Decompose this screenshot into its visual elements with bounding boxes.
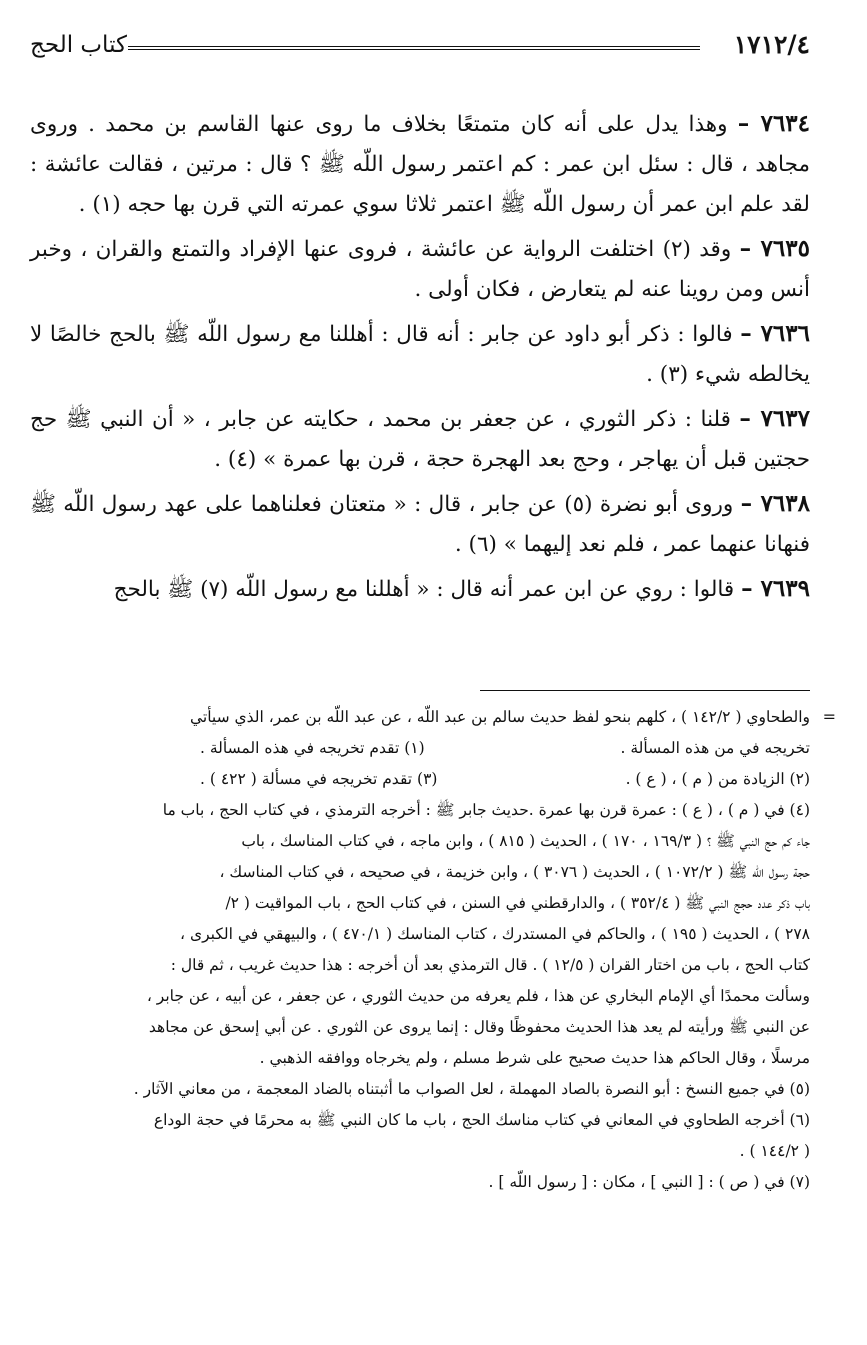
paragraph-number: ٧٦٣٨ –	[740, 490, 810, 517]
header-rule	[128, 46, 700, 50]
paragraph-number: ٧٦٣٩ –	[741, 575, 810, 602]
footnote-4-line: (٤) في ( م ) ، ( ع ) : عمرة قرن بها عمرة .حديث جابر ﷺ : أخرجه الترمذي ، في كتاب الحج ، باب ما	[162, 801, 810, 819]
footnote-line	[30, 733, 810, 764]
footnote-4-line: جاء كم حج النبي ﷺ ؟ ( ١٦٩/٣ ، ١٧٠ ) ، الحديث ( ٨١٥ ) ، وابن ماجه ، في كتاب المناسك ، باب	[241, 832, 810, 850]
footnote-4-line: عن النبي ﷺ ورأيته لم يعد هذا الحديث محفوظًا وقال : إنما يروى عن الثوري . عن أبي إسحق عن مجاهد	[148, 1018, 810, 1036]
paragraph	[30, 569, 810, 610]
paragraph-text: قلنا : ذكر الثوري ، عن جعفر بن محمد ، حكايته عن جابر ، « أن النبي ﷺ حج حجتين قبل أن يهاجر ، وحج بعد الهجرة حجة ، قرن بها عمرة » (٤) .	[30, 407, 810, 472]
paragraph	[30, 229, 810, 310]
paragraph-text: وروى أبو نضرة (٥) عن جابر ، قال : « متعتان فعلناهما على عهد رسول اللّه ﷺ فنهانا عنهما عمر ، فلم نعد إليهما » (٦) .	[30, 492, 810, 557]
footnote-separator	[480, 690, 810, 691]
paragraph-text: وقد (٢) اختلفت الرواية عن عائشة ، فروى عنها الإفراد والتمتع والقران ، وخبر أنس ومن روينا عنه لم يتعارض ، فكان أولى .	[30, 237, 810, 302]
footnote-4-line: باب ذكر عدد حجج النبي ﷺ ( ٣٥٢/٤ ) ، والدارقطني في السنن ، في كتاب الحج ، باب المواقيت ( ٢/	[225, 894, 810, 912]
paragraph-number: ٧٦٣٦ –	[740, 320, 810, 347]
footnote-4-line: ٢٧٨ ) ، الحديث ( ١٩٥ ) ، والحاكم في المستدرك ، كتاب المناسك ( ٤٧٠/١ ) ، والبيهقي في الكبرى ،	[180, 925, 810, 943]
footnotes	[30, 702, 836, 1198]
paragraph	[30, 104, 810, 225]
paragraph-text: وهذا يدل على أنه كان متمتعًا بخلاف ما روى عنها القاسم بن محمد . وروى مجاهد ، قال : سئل ابن عمر : كم اعتمر رسول اللّه ﷺ ؟ قال : مرتين ، فقالت عائشة : لقد علم ابن عمر أن رسول اللّه ﷺ اعتمر ثلاثا سوي عمرته التي قرن بها حجه (١) .	[30, 112, 810, 217]
footnote-3: (٣) تقدم تخريجه في مسألة ( ٤٢٢ ) .	[200, 770, 438, 788]
footnote-7: (٧) في ( ص ) : [ النبي ] ، مكان : [ رسول اللّه ] .	[488, 1173, 810, 1191]
paragraph-number: ٧٦٣٤ –	[737, 110, 811, 137]
page-number: ١٧١٢/٤	[733, 30, 810, 59]
paragraph	[30, 314, 810, 395]
footnote-line-part: تخريجه في من هذه المسألة .	[620, 739, 810, 757]
footnote-6-line: (٦) أخرجه الطحاوي في المعاني في كتاب مناسك الحج ، باب ما كان النبي ﷺ به محرمًا في حجة الوداع	[153, 1111, 810, 1129]
footnote-4-line: كتاب الحج ، باب من اختار القران ( ١٢/٥ ) . قال الترمذي بعد أن أخرجه : هذا حديث غريب ، ثم قال :	[170, 956, 810, 974]
paragraph-text: قالوا : روي عن ابن عمر أنه قال : « أهللنا مع رسول اللّه (٧) ﷺ بالحج	[113, 577, 735, 602]
paragraph	[30, 484, 810, 565]
main-text	[30, 104, 810, 614]
page-header	[30, 22, 810, 62]
footnote-2: (٢) الزيادة من ( م ) ، ( ع ) .	[625, 770, 810, 788]
paragraph-number: ٧٦٣٧ –	[739, 405, 810, 432]
running-title: كتاب الحج	[30, 32, 127, 58]
paragraph	[30, 399, 810, 480]
footnote-4-line: مرسلًا ، وقال الحاكم هذا حديث صحيح على شرط مسلم ، ولم يخرجاه ووافقه الذهبي .	[259, 1049, 810, 1067]
footnote-line: والطحاوي ( ١٤٢/٢ ) ، كلهم بنحو لفظ حديث سالم بن عبد اللّه ، عن عبد اللّه بن عمر، الذي سيأتي	[189, 708, 810, 726]
footnote-5: (٥) في جميع النسخ : أبو النصرة بالصاد المهملة ، لعل الصواب ما أثبتناه بالضاد المعجمة ، من معاني الآثار .	[133, 1080, 810, 1098]
paragraph-number: ٧٦٣٥ –	[739, 235, 810, 262]
footnote-6-line: ( ١٤٤/٢ ) .	[739, 1142, 810, 1160]
footnote-4-line: وسألت محمدًا أي الإمام البخاري عن هذا ، فلم يعرفه من حديث الثوري ، عن جعفر ، عن أبيه ، عن جابر ،	[146, 987, 810, 1005]
footnote-1: (١) تقدم تخريجه في هذه المسألة .	[200, 739, 425, 757]
continuation-mark: =	[822, 707, 836, 726]
paragraph-text: فالوا : ذكر أبو داود عن جابر : أنه قال : أهللنا مع رسول اللّه ﷺ بالحج خالصًا لا يخالطه شيء (٣) .	[30, 322, 810, 387]
footnote-4-line: حجة رسول اللّه ﷺ ( ١٠٧٢/٢ ) ، الحديث ( ٣٠٧٦ ) ، وابن خزيمة ، في صحيحه ، في كتاب المناسك ،	[219, 863, 810, 881]
footnote-line	[30, 764, 810, 795]
book-page	[30, 22, 836, 1322]
